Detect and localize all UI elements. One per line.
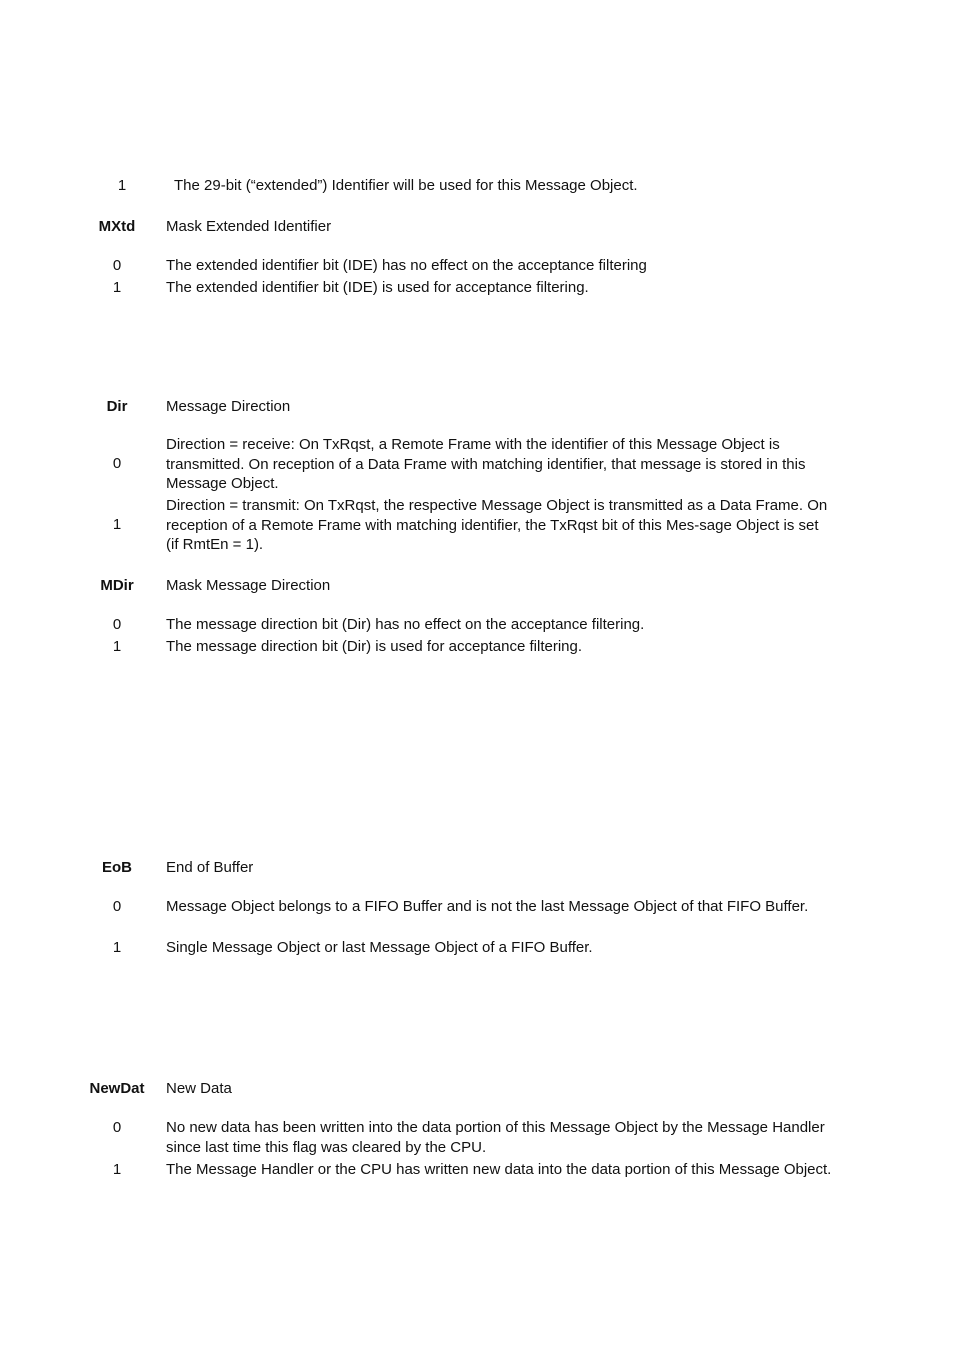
value-description: Direction = receive: On TxRqst, a Remote Frame with the identifier of this Message Object is transmitted. On reception of a Data Frame with matching identifier, that message is stored in this Message Object. bbox=[166, 436, 806, 492]
field-row-eob bbox=[0, 858, 954, 878]
field-description: New Data bbox=[166, 1080, 232, 1097]
bit-value: 1 bbox=[112, 638, 122, 655]
field-name: MXtd bbox=[98, 218, 136, 235]
value-description: The 29-bit (“extended”) Identifier will be used for this Message Object. bbox=[174, 177, 638, 194]
value-description: Direction = transmit: On TxRqst, the respective Message Object is transmitted as a Data Frame. On reception of a Remote Frame with matching identifier, the TxRqst bit of this Mes-sage Object is set (if RmtEn = 1). bbox=[166, 497, 828, 553]
field-name: EoB bbox=[102, 859, 132, 876]
bit-value: 0 bbox=[112, 455, 122, 472]
value-row bbox=[0, 938, 954, 958]
bit-value: 1 bbox=[112, 939, 122, 956]
value-description: The extended identifier bit (IDE) has no effect on the acceptance filtering bbox=[166, 257, 647, 274]
value-row bbox=[0, 435, 954, 492]
bit-value: 1 bbox=[112, 516, 122, 533]
field-row-mdir bbox=[0, 576, 954, 596]
field-name: NewDat bbox=[89, 1080, 145, 1097]
field-row-newdat bbox=[0, 1079, 954, 1099]
field-name: Dir bbox=[106, 398, 128, 415]
field-description: Mask Extended Identifier bbox=[166, 218, 332, 235]
value-row bbox=[0, 496, 954, 553]
value-description: Single Message Object or last Message Object of a FIFO Buffer. bbox=[166, 939, 593, 956]
bit-value: 0 bbox=[112, 616, 122, 633]
value-row bbox=[0, 897, 954, 917]
field-description: End of Buffer bbox=[166, 859, 254, 876]
value-description: The message direction bit (Dir) has no effect on the acceptance filtering. bbox=[166, 616, 645, 633]
bit-value: 1 bbox=[112, 1161, 122, 1178]
value-description: The extended identifier bit (IDE) is used for acceptance filtering. bbox=[166, 279, 589, 296]
field-row-mxtd bbox=[0, 217, 954, 237]
bit-value: 0 bbox=[112, 1119, 122, 1136]
value-row bbox=[0, 278, 954, 298]
value-description: The Message Handler or the CPU has written new data into the data portion of this Message Object. bbox=[166, 1161, 832, 1178]
value-row bbox=[0, 637, 954, 657]
field-description: Message Direction bbox=[166, 398, 291, 415]
value-description: The message direction bit (Dir) is used for acceptance filtering. bbox=[166, 638, 583, 655]
value-row bbox=[0, 1118, 954, 1156]
value-row bbox=[0, 176, 954, 196]
value-description: No new data has been written into the data portion of this Message Object by the Message Handler since last time this flag was cleared by the CPU. bbox=[166, 1119, 825, 1156]
value-description: Message Object belongs to a FIFO Buffer and is not the last Message Object of that FIFO Buffer. bbox=[166, 898, 809, 915]
field-row-dir bbox=[0, 397, 954, 417]
field-name: MDir bbox=[100, 577, 134, 594]
bit-value: 1 bbox=[117, 177, 127, 194]
bit-value: 1 bbox=[112, 279, 122, 296]
bit-value: 0 bbox=[112, 898, 122, 915]
value-row bbox=[0, 1160, 954, 1180]
field-description: Mask Message Direction bbox=[166, 577, 331, 594]
value-row bbox=[0, 256, 954, 276]
bit-value: 0 bbox=[112, 257, 122, 274]
value-row bbox=[0, 615, 954, 635]
